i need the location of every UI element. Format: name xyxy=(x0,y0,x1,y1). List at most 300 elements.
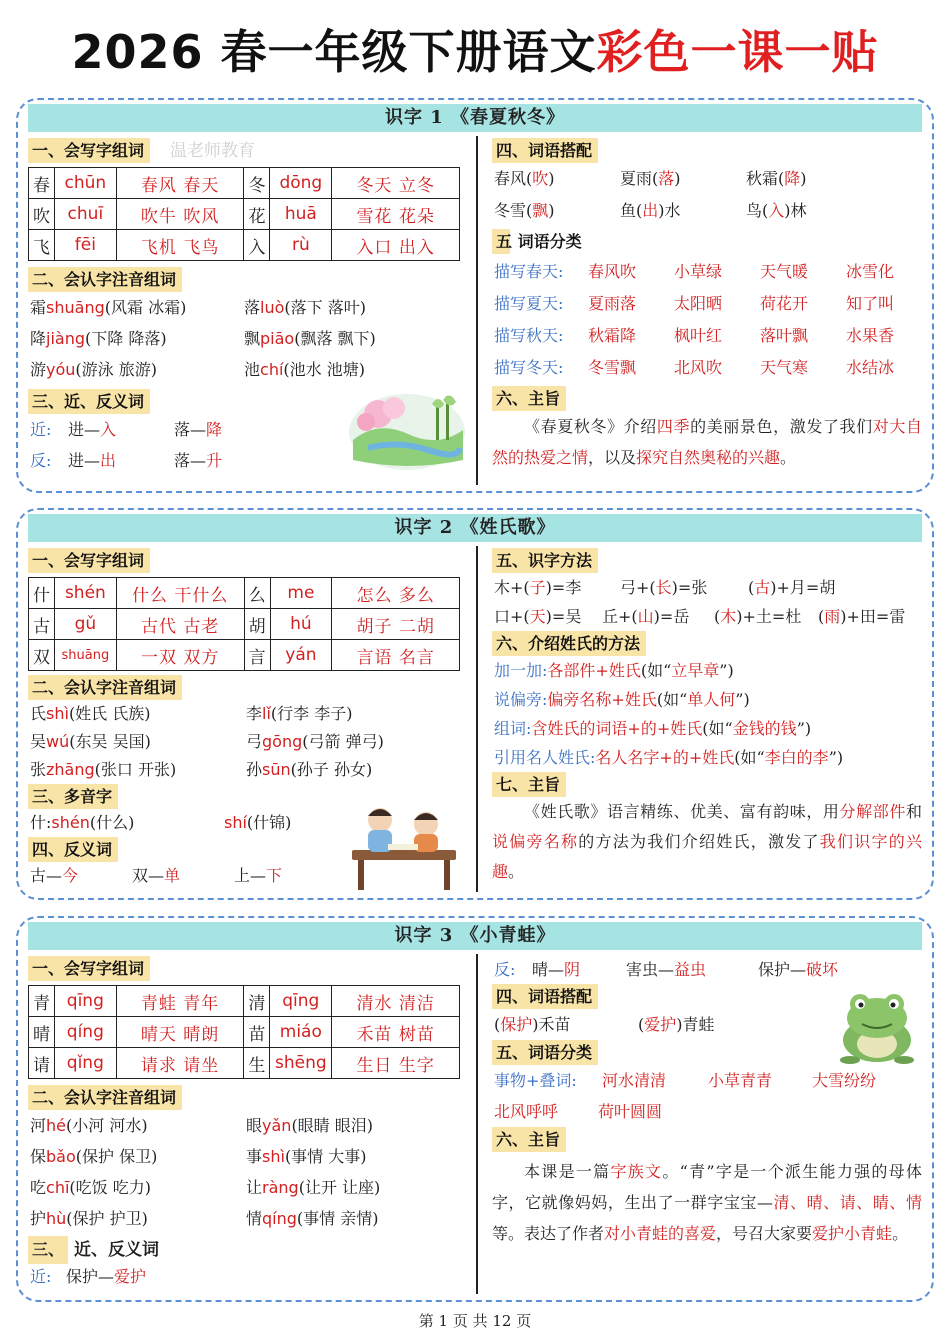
intro-example: 李白的李 xyxy=(764,748,829,767)
opp-label: 反: xyxy=(494,960,516,979)
theme-text: 《姓氏歌》语言精练、优美、富有韵味，用 xyxy=(524,802,840,821)
theme-text: 的方法为我们介绍姓氏，激发了 xyxy=(578,832,820,851)
write-words: 雪花 花朵 xyxy=(332,199,460,230)
recognize-words: (飘落 飘下) xyxy=(294,329,376,348)
recognize-pinyin: luò xyxy=(260,298,285,317)
write-char: 清 xyxy=(244,986,270,1017)
recognize-char: 吴 xyxy=(30,732,47,751)
intro-example: 立早章 xyxy=(671,661,720,680)
recognize-words: (弓箭 弹弓) xyxy=(302,732,384,751)
poly-pinyin: shí xyxy=(224,813,247,832)
method-formula: 弓+( xyxy=(620,578,656,597)
method-formula: )=张 xyxy=(671,578,708,597)
recognize-row xyxy=(28,756,468,784)
method-formula: ( xyxy=(748,578,755,597)
watermark: 温老师教育 xyxy=(170,141,255,161)
method-answer: 山 xyxy=(637,607,654,626)
classify-item: 荷叶圆圆 xyxy=(598,1102,663,1121)
match-answer: 吹 xyxy=(532,169,549,188)
write-table-row xyxy=(29,230,460,261)
write-words: 吹牛 吹风 xyxy=(116,199,244,230)
method-answer: 木 xyxy=(720,607,737,626)
lesson2-method-row xyxy=(492,573,930,602)
near-word: 保护— xyxy=(66,1267,115,1286)
write-char: 吹 xyxy=(29,199,55,230)
method-formula: ( xyxy=(714,607,721,626)
intro-example-open: (如“ xyxy=(656,690,688,709)
classify-row xyxy=(492,352,930,384)
lesson2-method-row xyxy=(492,602,930,631)
theme-text: 的美丽景色，激发了我们 xyxy=(690,417,873,436)
recognize-words: (东吴 吴国) xyxy=(69,732,151,751)
lesson1-write-header: 一、会写字组词 xyxy=(28,138,150,163)
recognize-char: 氏 xyxy=(30,704,47,723)
recognize-pinyin: piāo xyxy=(260,329,295,348)
recognize-pinyin: chī xyxy=(46,1178,70,1197)
lesson1-classify-list xyxy=(492,256,930,384)
recognize-item xyxy=(246,1110,373,1141)
theme-text: 。 xyxy=(508,862,525,881)
recognize-char: 情 xyxy=(246,1209,263,1228)
write-words: 春风 春天 xyxy=(116,168,244,199)
recognize-pinyin: bǎo xyxy=(46,1147,76,1166)
recognize-char: 孙 xyxy=(246,760,263,779)
lesson2-method-header: 五、识字方法 xyxy=(492,548,598,573)
theme-highlight: 分解部件 xyxy=(839,802,906,821)
match-text: )禾苗 xyxy=(532,1015,571,1034)
recognize-item xyxy=(246,1141,367,1172)
match-text: 秋霜( xyxy=(746,169,785,188)
intro-item xyxy=(494,743,843,772)
recognize-words: (孙子 孙女) xyxy=(290,760,373,779)
lesson3-antonym-header xyxy=(28,1236,468,1264)
lesson2-recognize-header: 二、会认字注音组词 xyxy=(28,675,182,700)
recognize-words: (风霜 冰霜) xyxy=(104,298,187,317)
classify-label: 描写冬天: xyxy=(494,358,564,377)
lesson3-recognize-header: 二、会认字注音组词 xyxy=(28,1085,182,1110)
classify-item: 春风吹 xyxy=(588,262,637,281)
classify-item: 秋霜降 xyxy=(588,326,637,345)
method-formula: 口+( xyxy=(494,607,530,626)
classify-item: 河水清清 xyxy=(602,1071,667,1090)
match-text: 夏雨( xyxy=(620,169,659,188)
write-table-row xyxy=(29,168,460,199)
classify-item: 水果香 xyxy=(846,326,895,345)
recognize-item xyxy=(246,700,352,728)
classify-row xyxy=(492,256,930,288)
match-item xyxy=(620,195,681,227)
classify-item: 小草绿 xyxy=(674,262,723,281)
recognize-words: (保护 保卫) xyxy=(75,1147,158,1166)
lesson3-right-column xyxy=(492,956,930,1249)
write-pinyin: rù xyxy=(270,230,332,261)
match-answer: 落 xyxy=(658,169,675,188)
opp-word: 保护— xyxy=(758,960,807,979)
opp-answer: 出 xyxy=(100,451,117,470)
write-pinyin: dōng xyxy=(270,168,332,199)
write-words: 胡子 二胡 xyxy=(332,609,460,640)
method-formula: )=岳 xyxy=(653,607,690,626)
classify-label: 描写春天: xyxy=(494,262,564,281)
recognize-char: 落 xyxy=(244,298,261,317)
write-table-row xyxy=(29,578,460,609)
write-words: 古代 古老 xyxy=(116,609,244,640)
theme-text: 本课是一篇 xyxy=(524,1162,611,1181)
lesson2-heading: 识字 2 《姓氏歌》 xyxy=(28,514,922,542)
recognize-char: 弓 xyxy=(246,732,263,751)
intro-rule: 含姓氏的词语+的+姓氏 xyxy=(531,719,703,738)
near-answer: 降 xyxy=(206,420,223,439)
lesson3-theme-text xyxy=(492,1156,922,1249)
intro-row xyxy=(492,714,930,743)
page-title-part1: 2026 春一年级下册语文 xyxy=(71,25,597,79)
recognize-item xyxy=(244,354,365,385)
match-item xyxy=(494,163,555,195)
intro-example: 金钱的钱 xyxy=(732,719,797,738)
match-text: ( xyxy=(494,1015,501,1034)
write-words: 什么 干什么 xyxy=(116,578,244,609)
intro-item xyxy=(494,656,734,685)
write-pinyin: miáo xyxy=(270,1017,332,1048)
near-label: 近: xyxy=(30,1267,52,1286)
recognize-row xyxy=(28,292,468,323)
recognize-row xyxy=(28,1172,468,1203)
recognize-char: 游 xyxy=(30,360,47,379)
recognize-char: 池 xyxy=(244,360,261,379)
recognize-pinyin: hù xyxy=(46,1209,67,1228)
match-text: ( xyxy=(638,1015,645,1034)
classify-item: 水结冰 xyxy=(846,358,895,377)
recognize-words: (眼睛 眼泪) xyxy=(291,1116,374,1135)
lesson2-intro-header: 六、介绍姓氏的方法 xyxy=(492,631,646,656)
recognize-item xyxy=(30,1172,151,1203)
classify-item: 太阳晒 xyxy=(674,294,723,313)
poly-pinyin: shén xyxy=(51,813,90,832)
match-text: ) xyxy=(800,169,807,188)
poly-word: (什么) xyxy=(89,813,135,832)
write-pinyin: hú xyxy=(270,609,332,640)
recognize-item xyxy=(30,728,151,756)
match-text: ) xyxy=(674,169,681,188)
method-formula: )+土=杜 xyxy=(736,607,802,626)
classify-row xyxy=(492,320,930,352)
recognize-item xyxy=(244,292,366,323)
method-formula: )=吴 xyxy=(545,607,582,626)
theme-text: 。 xyxy=(892,1224,909,1243)
match-row xyxy=(492,163,930,195)
opp-answer: 阴 xyxy=(564,960,581,979)
lesson1-recognize-header: 二、会认字注音组词 xyxy=(28,267,182,292)
lesson2-card xyxy=(16,508,934,900)
recognize-pinyin: hé xyxy=(46,1116,66,1135)
match-text: ) xyxy=(548,201,555,220)
recognize-item xyxy=(246,728,384,756)
recognize-pinyin: ràng xyxy=(262,1178,299,1197)
theme-text: 《春夏秋冬》介绍 xyxy=(524,417,657,436)
theme-highlight: 四季 xyxy=(656,417,691,436)
lesson3-near-row xyxy=(28,1264,468,1290)
match-text: )林 xyxy=(784,201,807,220)
write-words: 晴天 晴朗 xyxy=(116,1017,244,1048)
match-answer: 爱护 xyxy=(644,1015,677,1034)
recognize-pinyin: yóu xyxy=(46,360,76,379)
recognize-item xyxy=(30,756,176,784)
theme-highlight: 爱护小青蛙 xyxy=(812,1224,893,1243)
recognize-words: (游泳 旅游) xyxy=(75,360,157,379)
write-pinyin: chuī xyxy=(54,199,116,230)
spring-landscape-illustration xyxy=(348,390,466,472)
recognize-words: (保护 护卫) xyxy=(66,1209,148,1228)
lesson3-opp-row xyxy=(492,956,930,984)
lesson1-left-column xyxy=(28,138,468,476)
write-pinyin: shuāng xyxy=(54,640,116,671)
opp-word: 晴— xyxy=(532,960,565,979)
theme-text: 。“青”字是一个派生能力强的母体字，它就像妈妈，生出了一群字宝宝— xyxy=(492,1162,922,1212)
write-table-row xyxy=(29,199,460,230)
write-table-row xyxy=(29,1048,460,1079)
lesson3-classify-row xyxy=(492,1096,930,1127)
recognize-item xyxy=(30,292,186,323)
recognize-words: (让开 让座) xyxy=(298,1178,381,1197)
recognize-row xyxy=(28,1110,468,1141)
match-answer: 降 xyxy=(784,169,801,188)
recognize-pinyin: shì xyxy=(262,1147,285,1166)
theme-highlight: 清、晴、请、睛、情 xyxy=(772,1193,922,1212)
near-word: 落— xyxy=(174,420,207,439)
lesson2-right-column xyxy=(492,548,930,887)
match-text: )水 xyxy=(658,201,681,220)
recognize-char: 吃 xyxy=(30,1178,47,1197)
method-answer: 子 xyxy=(529,578,546,597)
write-words: 言语 名言 xyxy=(332,640,460,671)
theme-text: 和 xyxy=(905,802,922,821)
recognize-pinyin: qíng xyxy=(262,1209,297,1228)
near-answer: 入 xyxy=(100,420,117,439)
intro-item xyxy=(494,685,750,714)
intro-row xyxy=(492,685,930,714)
lesson2-divider xyxy=(476,546,478,892)
recognize-words: (下降 降落) xyxy=(85,329,167,348)
recognize-char: 河 xyxy=(30,1116,47,1135)
write-pinyin: qīng xyxy=(54,986,116,1017)
poly-word: (什锦) xyxy=(246,813,292,832)
theme-highlight: 对小青蛙的喜爱 xyxy=(604,1224,717,1243)
write-char: 言 xyxy=(244,640,270,671)
opp-answer: 今 xyxy=(62,866,79,885)
write-pinyin: me xyxy=(270,578,332,609)
recognize-pinyin: jiàng xyxy=(46,329,86,348)
write-char: 入 xyxy=(244,230,270,261)
write-char: 古 xyxy=(29,609,55,640)
opp-answer: 下 xyxy=(266,866,283,885)
method-answer: 长 xyxy=(655,578,672,597)
recognize-row xyxy=(28,1141,468,1172)
green-frog-illustration xyxy=(832,982,922,1066)
lesson3-classify-header: 五、词语分类 xyxy=(492,1040,598,1065)
method-formula: 木+( xyxy=(494,578,530,597)
write-char: 青 xyxy=(29,986,55,1017)
lesson1-match-header: 四、词语搭配 xyxy=(492,138,598,163)
match-item xyxy=(746,163,807,195)
classify-item: 北风吹 xyxy=(674,358,723,377)
opp-answer: 升 xyxy=(206,451,223,470)
lesson2-intro-list xyxy=(492,656,930,772)
recognize-pinyin: shuāng xyxy=(46,298,105,317)
theme-text: ，以及 xyxy=(588,448,637,467)
write-pinyin: yán xyxy=(270,640,332,671)
recognize-item xyxy=(30,700,151,728)
write-pinyin: huā xyxy=(270,199,332,230)
intro-example-open: (如“ xyxy=(640,661,672,680)
recognize-char: 李 xyxy=(246,704,263,723)
recognize-pinyin: shì xyxy=(46,704,69,723)
write-pinyin: shén xyxy=(54,578,116,609)
opp-answer: 单 xyxy=(164,866,181,885)
write-words: 冬天 立冬 xyxy=(332,168,460,199)
poly-char: 什: xyxy=(30,813,52,832)
method-answer: 天 xyxy=(529,607,546,626)
recognize-item xyxy=(30,354,157,385)
classify-label: 事物+叠词: xyxy=(494,1071,577,1090)
classify-item: 天气暖 xyxy=(760,262,809,281)
match-text: )青蛙 xyxy=(676,1015,715,1034)
lesson2-left-column xyxy=(28,548,468,890)
classify-item: 知了叫 xyxy=(846,294,895,313)
write-char: 什 xyxy=(29,578,55,609)
intro-row xyxy=(492,743,930,772)
children-studying-illustration xyxy=(344,798,464,894)
theme-text: ，号召大家要 xyxy=(716,1224,813,1243)
method-answer: 雨 xyxy=(824,607,841,626)
recognize-words: (事情 大事) xyxy=(284,1147,367,1166)
match-answer: 入 xyxy=(768,201,785,220)
lesson3-card xyxy=(16,916,934,1302)
lesson3-heading: 识字 3 《小青蛙》 xyxy=(28,922,922,950)
theme-highlight: 探究自然奥秘的兴趣 xyxy=(636,448,781,467)
write-char: 冬 xyxy=(244,168,270,199)
write-words: 生日 生字 xyxy=(332,1048,460,1079)
classify-item: 小草青青 xyxy=(708,1071,773,1090)
lesson1-theme-text xyxy=(492,411,922,473)
recognize-pinyin: yǎn xyxy=(262,1116,292,1135)
antonym-header-number: 三、 xyxy=(28,1236,68,1264)
classify-label: 描写秋天: xyxy=(494,326,564,345)
opp-word: 双— xyxy=(132,866,165,885)
classify-item: 夏雨落 xyxy=(588,294,637,313)
opp-label: 反: xyxy=(30,451,52,470)
match-answer: 飘 xyxy=(532,201,549,220)
opp-word: 进— xyxy=(68,451,101,470)
classify-row xyxy=(492,288,930,320)
match-answer: 保护 xyxy=(500,1015,533,1034)
lesson3-theme-header: 六、主旨 xyxy=(492,1127,566,1152)
recognize-row xyxy=(28,728,468,756)
recognize-char: 飘 xyxy=(244,329,261,348)
recognize-words: (落下 落叶) xyxy=(284,298,366,317)
lesson3-write-table xyxy=(28,985,460,1079)
classify-label: 描写夏天: xyxy=(494,294,564,313)
lesson1-antonym-header: 三、近、反义词 xyxy=(28,389,150,414)
write-char: 请 xyxy=(29,1048,55,1079)
intro-example-close: ”) xyxy=(719,661,734,680)
match-item xyxy=(494,195,555,227)
opp-answer: 破坏 xyxy=(806,960,839,979)
recognize-words: (行李 李子) xyxy=(270,704,353,723)
lesson3-classify-row xyxy=(492,1065,930,1096)
recognize-char: 降 xyxy=(30,329,47,348)
theme-text: 等。表达了作者 xyxy=(492,1224,605,1243)
match-text: 鸟( xyxy=(746,201,769,220)
write-pinyin: shēng xyxy=(270,1048,332,1079)
recognize-item xyxy=(244,323,376,354)
recognize-char: 护 xyxy=(30,1209,47,1228)
theme-highlight: 字族文 xyxy=(610,1162,663,1181)
recognize-item xyxy=(30,1110,148,1141)
lesson3-left-column xyxy=(28,956,468,1290)
intro-row xyxy=(492,656,930,685)
write-words: 禾苗 树苗 xyxy=(332,1017,460,1048)
recognize-pinyin: wú xyxy=(46,732,70,751)
write-char: 晴 xyxy=(29,1017,55,1048)
lesson1-card xyxy=(16,98,934,493)
write-words: 请求 请坐 xyxy=(116,1048,244,1079)
method-formula: ( xyxy=(818,607,825,626)
method-formula: )=李 xyxy=(545,578,582,597)
match-text: 春风( xyxy=(494,169,533,188)
intro-example-close: ”) xyxy=(796,719,812,738)
recognize-words: (小河 河水) xyxy=(66,1116,148,1135)
write-words: 飞机 飞鸟 xyxy=(116,230,244,261)
method-formula: )+田=雷 xyxy=(840,607,906,626)
write-pinyin: qíng xyxy=(54,1017,116,1048)
write-table-row xyxy=(29,1017,460,1048)
lesson1-theme-header: 六、主旨 xyxy=(492,386,566,411)
write-table-row xyxy=(29,986,460,1017)
opp-word: 落— xyxy=(174,451,207,470)
match-text: ) xyxy=(548,169,555,188)
write-words: 入口 出入 xyxy=(332,230,460,261)
lesson2-poly-header: 三、多音字 xyxy=(28,784,118,809)
recognize-item xyxy=(246,1172,380,1203)
write-char: 生 xyxy=(244,1048,270,1079)
recognize-pinyin: zhāng xyxy=(46,760,95,779)
page-title-part2: 彩色一课一贴 xyxy=(596,25,879,79)
classify-item: 荷花开 xyxy=(760,294,809,313)
recognize-char: 事 xyxy=(246,1147,263,1166)
recognize-words: (张口 开张) xyxy=(94,760,177,779)
intro-example-close: ”) xyxy=(828,748,844,767)
lesson1-heading: 识字 1 《春夏秋冬》 xyxy=(28,104,922,132)
page-title xyxy=(0,22,950,82)
write-pinyin: fēi xyxy=(54,230,116,261)
write-char: 胡 xyxy=(244,609,270,640)
lesson2-write-table xyxy=(28,577,460,671)
near-answer: 爱护 xyxy=(114,1267,147,1286)
lesson1-classify-header: 五 词语分类 xyxy=(492,229,930,254)
recognize-item xyxy=(30,1141,157,1172)
write-words: 青蛙 青年 xyxy=(116,986,244,1017)
write-char: 双 xyxy=(29,640,55,671)
match-text: 鱼( xyxy=(620,201,643,220)
write-pinyin: qīng xyxy=(270,986,332,1017)
recognize-words: (池水 池塘) xyxy=(283,360,365,379)
recognize-pinyin: sūn xyxy=(262,760,291,779)
match-item xyxy=(746,195,807,227)
intro-example-close: ”) xyxy=(735,690,750,709)
recognize-char: 张 xyxy=(30,760,47,779)
theme-highlight: 对大自然的热爱之情 xyxy=(492,417,922,467)
recognize-words: (姓氏 氏族) xyxy=(68,704,151,723)
